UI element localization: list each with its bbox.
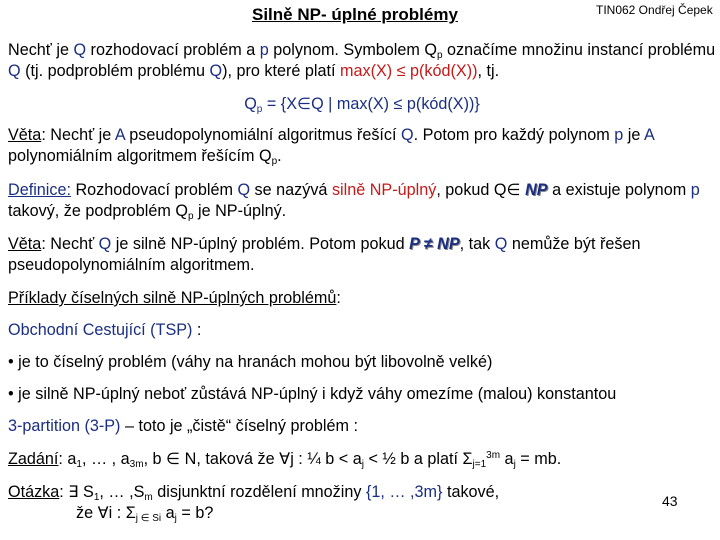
examples-heading	[8, 288, 716, 309]
text: – toto je „čistě“ číselný problém :	[120, 417, 358, 435]
subscript: p	[256, 104, 263, 115]
text: , pokud Q∈	[436, 181, 526, 199]
tsp-label: Obchodní Cestující (TSP)	[8, 321, 193, 339]
symbol-q: Q	[244, 95, 257, 113]
page-number: 43	[662, 493, 678, 509]
subscript: j=1	[472, 459, 487, 470]
text: ), pro které platí	[222, 62, 340, 80]
text: Rozhodovací problém	[70, 181, 238, 199]
symbol-p: p	[259, 41, 269, 59]
symbol-p: p	[690, 181, 700, 199]
text: :	[192, 321, 202, 339]
subscript: p	[187, 211, 194, 222]
subscript: 1	[93, 492, 100, 503]
condition-formula: max(X) ≤ p(kód(X))	[340, 62, 478, 80]
theorem-label: Věta	[8, 235, 42, 253]
text: , tak	[459, 235, 495, 253]
subscript: 3m	[129, 459, 144, 470]
symbol-q: Q	[98, 235, 112, 253]
symbol-q: Q	[401, 126, 414, 144]
np-class: NP	[525, 181, 548, 199]
text: že ∀i : Σ	[76, 504, 136, 522]
symbol-a: A	[643, 126, 654, 144]
definition-label: Definice:	[8, 181, 71, 199]
problem-input	[8, 449, 716, 470]
input-label: Zadání	[8, 450, 59, 468]
text: , … , a	[81, 450, 130, 468]
bullet-strongly: • je silně NP-úplný neboť zůstává NP-úplný i když váhy omezíme (malou) konstantou	[8, 385, 617, 403]
subscript: p	[436, 50, 443, 61]
text: označíme množinu instancí problému	[442, 41, 716, 59]
qp-definition	[8, 94, 716, 115]
text: polynom. Symbolem Q	[268, 41, 437, 59]
index-set: {1, … ,3m}	[365, 483, 443, 501]
subscript: j	[513, 459, 516, 470]
text: je silně NP-úplný problém. Potom pokud	[111, 235, 410, 253]
problem-question-cont	[76, 503, 636, 524]
strongly-np-complete-term: silně NP-úplný	[331, 181, 437, 199]
text: : a	[58, 450, 77, 468]
text: = b?	[176, 504, 214, 522]
text: .	[277, 147, 282, 165]
partition-label: 3-partition (3-P)	[8, 417, 121, 435]
question-label: Otázka	[8, 483, 60, 501]
subscript: m	[144, 492, 153, 503]
text: , … ,S	[99, 483, 145, 501]
text: (tj. podproblém problému	[20, 62, 210, 80]
symbol-q: Q	[209, 62, 223, 80]
text: polynomiálním algoritmem řešícím Q	[8, 147, 272, 165]
subscript: j	[174, 513, 177, 524]
text: a existuje polynom	[547, 181, 691, 199]
text: pseudopolynomiální algoritmus řešící	[124, 126, 402, 144]
text: : ∃ S	[59, 483, 94, 501]
symbol-q: Q	[73, 41, 87, 59]
theorem-1	[8, 125, 716, 167]
text: rozhodovací problém a	[86, 41, 260, 59]
slide-title: Silně NP- úplné problémy	[252, 5, 458, 24]
subscript: j	[361, 459, 364, 470]
intro-paragraph	[8, 40, 716, 82]
text: , tj.	[477, 62, 500, 80]
problem-question	[8, 482, 716, 503]
text: je NP-úplný.	[193, 202, 287, 220]
text: nemůže být řešen pseudopolynomiálním algoritmem.	[8, 235, 641, 274]
text: a	[500, 450, 514, 468]
text: takový, že podproblém Q	[8, 202, 188, 220]
bullet-numeric: • je to číselný problém (váhy na hranách mohou být libovolně velké)	[8, 353, 493, 371]
symbol-q: Q	[494, 235, 508, 253]
text: : Nechť je	[41, 126, 115, 144]
set-definition: = {X∈Q | max(X) ≤ p(kód(X))}	[262, 95, 480, 113]
text: takové,	[442, 483, 500, 501]
text: se nazývá	[250, 181, 332, 199]
text: , b ∈ N, taková že ∀j : ¼ b < a	[143, 450, 362, 468]
symbol-q: Q	[237, 181, 251, 199]
subscript: p	[271, 156, 278, 167]
text: . Potom pro každý polynom	[413, 126, 615, 144]
subscript: 1	[76, 459, 82, 470]
theorem-2	[8, 234, 716, 276]
text: < ½ b a platí Σ	[363, 450, 473, 468]
tsp-heading	[8, 320, 716, 341]
text: a	[161, 504, 175, 522]
definition	[8, 180, 716, 222]
course-author: TIN062 Ondřej Čepek	[596, 3, 713, 17]
partition-heading	[8, 416, 716, 437]
subscript: j ∈ Si	[135, 513, 162, 524]
text: :	[336, 289, 341, 307]
text: Nechť je	[8, 41, 74, 59]
text: = mb.	[515, 450, 562, 468]
superscript: 3m	[486, 450, 501, 461]
text: : Nechť	[41, 235, 99, 253]
text: je	[623, 126, 644, 144]
symbol-q: Q	[8, 62, 21, 80]
text: disjunktní rozdělení množiny	[152, 483, 366, 501]
theorem-label: Věta	[8, 126, 42, 144]
symbol-p: p	[614, 126, 624, 144]
examples-label: Příklady číselných silně NP-úplných problémů	[8, 289, 337, 307]
p-neq-np: P ≠ NP	[409, 235, 460, 253]
symbol-a: A	[114, 126, 125, 144]
